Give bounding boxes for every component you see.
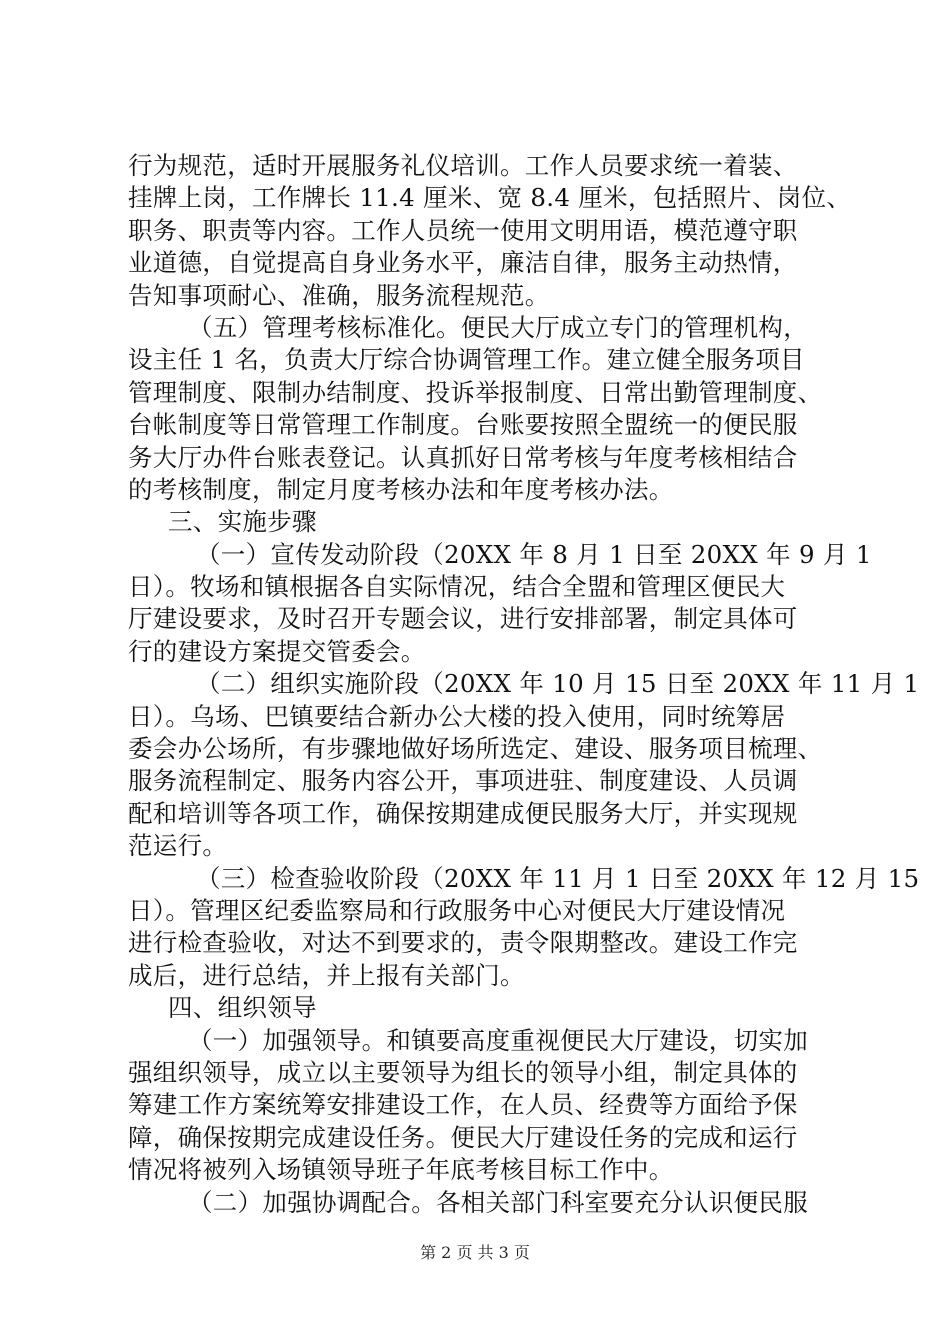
body-line: 行的建设方案提交管委会。 xyxy=(128,636,426,666)
body-line: 日）。乌场、巴镇要结合新办公大楼的投入使用，同时统筹居 xyxy=(128,701,786,731)
body-line: 的考核制度，制定月度考核办法和年度考核办法。 xyxy=(128,474,674,504)
page-number-footer: 第 2 页 共 3 页 xyxy=(420,1243,530,1262)
body-line: 台帐制度等日常管理工作制度。台账要按照全盟统一的便民服 xyxy=(128,410,798,440)
body-line: 障，确保按期完成建设任务。便民大厅建设任务的完成和运行 xyxy=(128,1122,798,1152)
body-line: 日）。牧场和镇根据各自实际情况，结合全盟和管理区便民大 xyxy=(128,572,786,602)
body-line: 告知事项耐心、准确，服务流程规范。 xyxy=(128,280,550,310)
body-line: 配和培训等各项工作，确保按期建成便民服务大厅，并实现规 xyxy=(128,798,798,828)
section-heading: 四、组织领导 xyxy=(168,993,317,1023)
body-line: 管理制度、限制办结制度、投诉举报制度、日常出勤管理制度、 xyxy=(128,377,823,407)
paragraph-start-line: （三）检查验收阶段（20XX 年 11 月 1 日至 20XX 年 12 月 15 xyxy=(196,863,920,893)
paragraph-start-line: （二）组织实施阶段（20XX 年 10 月 15 日至 20XX 年 11 月 1 xyxy=(196,669,920,699)
document-body xyxy=(128,150,920,1219)
body-line: 情况将被列入场镇领导班子年底考核目标工作中。 xyxy=(128,1155,674,1185)
paragraph-start-line: （一）加强领导。和镇要高度重视便民大厅建设，切实加 xyxy=(188,1025,808,1055)
body-line: 业道德，自觉提高自身业务水平，廉洁自律，服务主动热情， xyxy=(128,248,798,278)
section-heading: 三、实施步骤 xyxy=(168,507,317,537)
paragraph-start-line: （二）加强协调配合。各相关部门科室要充分认识便民服 xyxy=(188,1187,808,1217)
paragraph-start-line: （五）管理考核标准化。便民大厅成立专门的管理机构， xyxy=(188,312,808,342)
body-line: 委会办公场所，有步骤地做好场所选定、建设、服务项目梳理、 xyxy=(128,734,823,764)
body-line: 范运行。 xyxy=(128,831,228,861)
body-line: 成后，进行总结，并上报有关部门。 xyxy=(128,960,525,990)
body-line: 厅建设要求，及时召开专题会议，进行安排部署，制定具体可 xyxy=(128,604,798,634)
body-line: 挂牌上岗，工作牌长 11.4 厘米、宽 8.4 厘米，包括照片、岗位、 xyxy=(128,183,852,213)
body-line: 行为规范，适时开展服务礼仪培训。工作人员要求统一着装、 xyxy=(128,151,798,180)
body-line: 务大厅办件台账表登记。认真抓好日常考核与年度考核相结合 xyxy=(128,442,798,472)
paragraph-start-line: （一）宣传发动阶段（20XX 年 8 月 1 日至 20XX 年 9 月 1 xyxy=(196,539,872,569)
body-line: 职务、职责等内容。工作人员统一使用文明用语，模范遵守职 xyxy=(128,215,798,245)
body-line: 强组织领导，成立以主要领导为组长的领导小组，制定具体的 xyxy=(128,1057,798,1087)
body-line: 筹建工作方案统筹安排建设工作，在人员、经费等方面给予保 xyxy=(128,1090,798,1120)
body-line: 日）。管理区纪委监察局和行政服务中心对便民大厅建设情况 xyxy=(128,895,786,925)
body-line: 设主任 1 名，负责大厅综合协调管理工作。建立健全服务项目 xyxy=(128,345,805,375)
body-line: 进行检查验收，对达不到要求的，责令限期整改。建设工作完 xyxy=(128,928,798,958)
body-line: 服务流程制定、服务内容公开，事项进驻、制度建设、人员调 xyxy=(128,766,798,796)
